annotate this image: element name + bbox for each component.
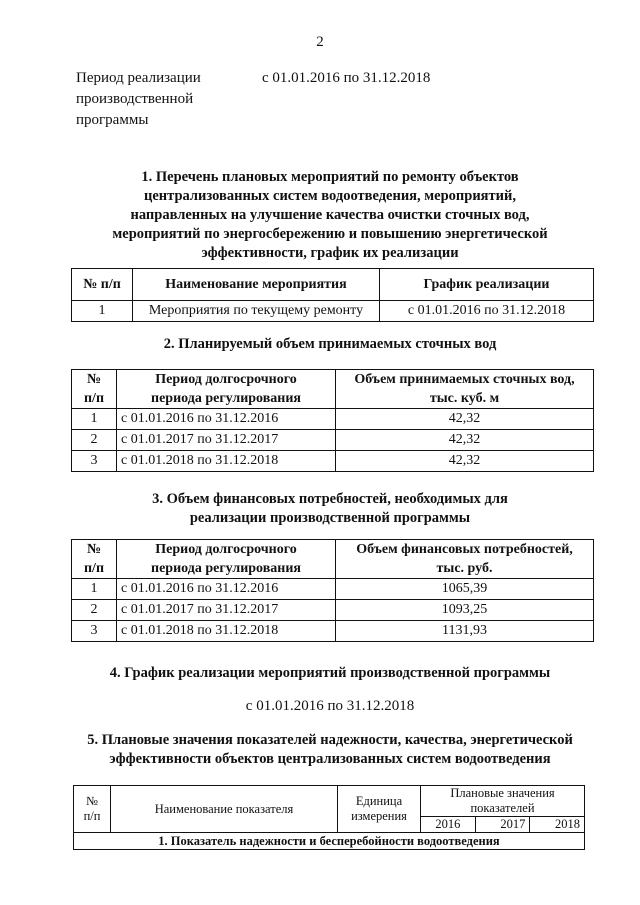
table-subheader-row: 1. Показатель надежности и бесперебойности водоотведения — [74, 833, 585, 850]
section4-title: 4. График реализации мероприятий производственной программы — [109, 665, 551, 681]
table-row: 1 с 01.01.2016 по 31.12.2016 42,32 — [72, 409, 594, 430]
section2-title: 2. Планируемый объем принимаемых сточных вод — [163, 336, 497, 352]
activities-table — [71, 268, 594, 322]
financial-needs-table — [71, 539, 594, 642]
period-label: Период реализации производственной программы — [76, 70, 201, 128]
page-number: 2 — [316, 34, 324, 50]
table-row: 2 с 01.01.2017 по 31.12.2017 1093,25 — [72, 600, 594, 621]
indicators-table — [73, 785, 585, 850]
table-header-row: № п/п Наименование мероприятия График реализации — [72, 269, 594, 301]
table-row: 3 с 01.01.2018 по 31.12.2018 1131,93 — [72, 621, 594, 642]
table-row: 1 Мероприятия по текущему ремонту с 01.01.2016 по 31.12.2018 — [72, 301, 594, 322]
section4-period: с 01.01.2016 по 31.12.2018 — [245, 698, 415, 714]
table-row: 3 с 01.01.2018 по 31.12.2018 42,32 — [72, 451, 594, 472]
section5-title: 5. Плановые значения показателей надежности, качества, энергетической эффективности объектов централизованных систем водоотведения — [87, 732, 573, 767]
wastewater-volume-table — [71, 369, 594, 472]
table-header-row: 2016 2017 2018 — [74, 817, 585, 833]
table-header-row: № п/п Наименование показателя Единица измерения Плановые значения показателей — [74, 786, 585, 817]
section3-title: 3. Объем финансовых потребностей, необходимых для реализации производственной программы — [152, 491, 508, 526]
section1-title: 1. Перечень плановых мероприятий по ремонту объектов централизованных систем водоотведения, мероприятий, направленных на улучшение качества очистки сточных вод, мероприятий по энергосбережению и повышению энергетической эффективности, график их реализации — [112, 169, 548, 261]
period-value: с 01.01.2016 по 31.12.2018 — [262, 70, 431, 86]
table-header-row: № п/п Период долгосрочного периода регулирования Объем финансовых потребностей, тыс. руб. — [72, 540, 594, 579]
table-row: 1 с 01.01.2016 по 31.12.2016 1065,39 — [72, 579, 594, 600]
table-row: 2 с 01.01.2017 по 31.12.2017 42,32 — [72, 430, 594, 451]
table-header-row: № п/п Период долгосрочного периода регулирования Объем принимаемых сточных вод, тыс. куб. м — [72, 370, 594, 409]
